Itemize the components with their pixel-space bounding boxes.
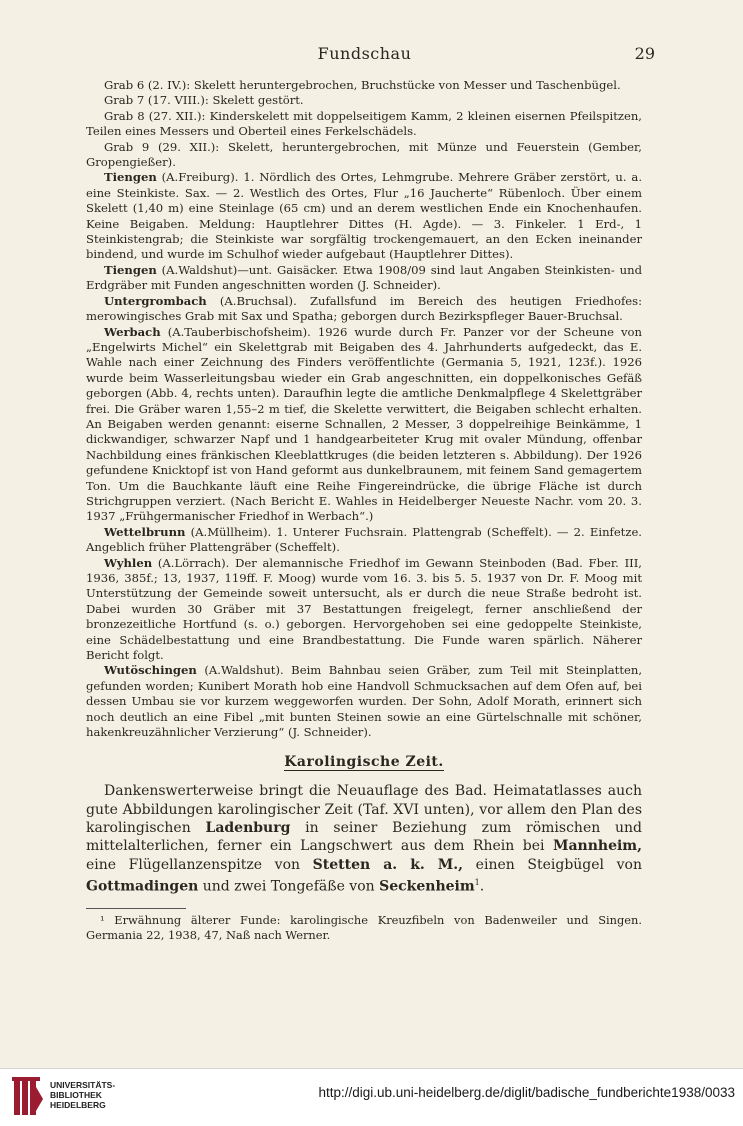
place-name: Tiengen — [104, 262, 157, 277]
university-library-logo-icon[interactable] — [12, 1077, 44, 1117]
place-name: Tiengen — [104, 170, 157, 185]
place-name: Wutöschingen — [104, 663, 197, 678]
entry-wyhlen: Wyhlen (A.Lörrach). Der alemannische Friedhof im Gewann Steinboden (Bad. Fber. III, 1936, 385f.; 13, 1937, 119ff. F. Moog) wurde vom 16. 3. bis 5. 5. 1937 von Dr. F. Moog mit Unterstützung der Gemeinde soweit untersucht, als er durch die neue Straße bedroht ist. Dabei wurden 30 Gräber mit 37 Bestattungen freigelegt, ferner anschließend der bronzezeitliche Hortfund (s. o.) geborgen. Hervorgehoben sei eine gedoppelte Steinkiste, eine Schädelbestattung und eine Brandbestattung. Die Funde waren spärlich. Näherer Bericht folgt. — [86, 555, 642, 663]
entry-grab-8: Grab 8 (27. XII.): Kinderskelett mit doppelseitigem Kamm, 2 kleinen eisernen Pfeilspitzen, Teilen eines Messers und Oberteil eines Ferkelschädels. — [86, 108, 642, 139]
section-paragraph: Dankenswerterweise bringt die Neuauflage des Bad. Heimatatlasses auch gute Abbildungen karolingischer Zeit (Taf. XVI unten), vor allem den Plan des karolingischen Ladenburg in seiner Beziehung zum römischen und mittelalterlichen, ferner ein Langschwert aus dem Rhein bei Mannheim, eine Flügellanzenspitze von Stetten a. k. M., einen Steigbügel von Gottmadingen und zwei Tongefäße von Seckenheim$^1$. — [86, 783, 643, 895]
entry-grab-7: Grab 7 (17. VIII.): Skelett gestört. — [104, 93, 304, 108]
entry-wutoeschingen: Wutöschingen (A.Waldshut). Beim Bahnbau seien Gräber, zum Teil mit Steinplatten, gefunden worden; Kunibert Morath hob eine Handvoll Schmucksachen auf dem Ofen auf, bei dessen Umbau sie vor kurzem weggeworfen wurden. Der Sohn, Adolf Morath, erinnert sich noch deutlich an eine Fibel „mit bunten Steinen sowie an eine Gürtelschnalle mit schöner, hakenkreuzähnlicher Verzierung“ (J. Schneider). — [86, 663, 642, 740]
place-name: Wettelbrunn — [104, 524, 186, 539]
entry-wettelbrunn: Wettelbrunn (A.Müllheim). 1. Unterer Fuchsrain. Plattengrab (Scheffelt). — 2. Einfetze. Angeblich früher Plattengräber (Scheffelt). — [86, 524, 642, 555]
place-name: Seckenheim — [379, 878, 475, 895]
place-name: Mannheim, — [552, 838, 642, 855]
place-name: Gottmadingen — [86, 878, 199, 895]
entry-grab-9: Grab 9 (29. XII.): Skelett, heruntergebrochen, mit Münze und Feuerstein (Gember, Gropengießer). — [86, 139, 642, 170]
section-heading: Karolingische Zeit. — [284, 754, 444, 771]
page-body — [86, 78, 642, 943]
institution-name: UNIVERSITÄTS- BIBLIOTHEK HEIDELBERG — [50, 1080, 116, 1110]
footnote: ¹ Erwähnung älterer Funde: karolingische Kreuzfibeln von Badenweiler und Singen. Germania 22, 1938, 47, Naß nach Werner. — [86, 912, 642, 942]
place-name: Ladenburg — [205, 820, 291, 837]
footnote-reference[interactable]: 1 — [474, 877, 480, 887]
permalink-url[interactable]: http://digi.ub.uni-heidelberg.de/diglit/badische_fundberichte1938/0033 — [318, 1085, 735, 1100]
place-name: Untergrombach — [104, 293, 207, 308]
viewer-footer-bar — [0, 1068, 743, 1126]
place-name: Werbach — [104, 324, 161, 339]
running-title: Fundschau — [317, 44, 412, 63]
place-name: Stetten a. k. M., — [312, 856, 464, 873]
page-header — [86, 44, 655, 66]
footnote-rule — [86, 908, 186, 909]
entry-werbach: Werbach (A.Tauberbischofsheim). 1926 wurde durch Fr. Panzer vor der Scheune von „Engelwirts Michel“ ein Skelettgrab mit Beigaben des 4. Jahrhunderts aufgedeckt, das E. Wahle nach einer Zeichnung des Finders veröffentlichte (Germania 5, 1921, 123f.). 1926 wurde beim Wasserleitungsbau wieder ein Grab angeschnitten, ein doppelkonisches Gefäß geborgen (Abb. 4, rechts unten). Daraufhin legte die amtliche Denkmalpflege 4 Skelettgräber frei. Die Gräber waren 1,55–2 m tief, die Skelette verwittert, die Beigaben schlecht erhalten. An Beigaben werden genannt: eiserne Schnallen, 2 Messer, 3 doppelreihige Beinkämme, 1 dickwandiger, schwarzer Napf und 1 handgearbeiteter Krug mit ovaler Mündung, offenbar Nachbildung eines fränkischen Kleeblattkruges (die beiden letzteren s. Abbildung). Der 1926 gefundene Knicktopf ist von Hand geformt aus dunkelbraunem, mit feinem Sand gemagertem Ton. Um die Bauchkante läuft eine Reihe Fingereindrücke, die übrige Fläche ist durch Strichgruppen verziert. (Nach Bericht E. Wahles in Heidelberger Neueste Nachr. vom 20. 3. 1937 „Frühgermanischer Friedhof in Werbach“.) — [86, 324, 642, 524]
page-number: 29 — [634, 44, 655, 63]
entry-untergrombach: Untergrombach (A.Bruchsal). Zufallsfund im Bereich des heutigen Friedhofes: merowingisches Grab mit Sax und Spatha; geborgen durch Bezirkspfleger Bauer-Bruchsal. — [86, 293, 642, 324]
entry-grab-6: Grab 6 (2. IV.): Skelett heruntergebrochen, Bruchstücke von Messer und Taschenbügel. — [104, 78, 621, 92]
place-name: Wyhlen — [104, 555, 153, 570]
entry-tiengen-freiburg: Tiengen (A.Freiburg). 1. Nördlich des Ortes, Lehmgrube. Mehrere Gräber zerstört, u. a. eine Steinkiste. Sax. — 2. Westlich des Ortes, Flur „16 Jaucherte“ Rübenloch. Über einem Skelett (1,40 m) eine Steinlage (65 cm) und an derem westlichen Ende ein Knochenhaufen. Keine Beigaben. Meldung: Hauptlehrer Dittes (H. Agde). — 3. Finkeler. 1 Erd-, 1 Steinkistengrab; die Steinkiste war sorgfältig trockengemauert, an den Ecken ineinander bindend, und wurde im Schulhof wieder aufgebaut (Hauptlehrer Dittes). — [86, 170, 642, 262]
entry-tiengen-waldshut: Tiengen (A.Waldshut)—unt. Gaisäcker. Etwa 1908/09 sind laut Angaben Steinkisten- und Erdgräber mit Funden angeschnitten worden (J. Schneider). — [86, 262, 642, 293]
